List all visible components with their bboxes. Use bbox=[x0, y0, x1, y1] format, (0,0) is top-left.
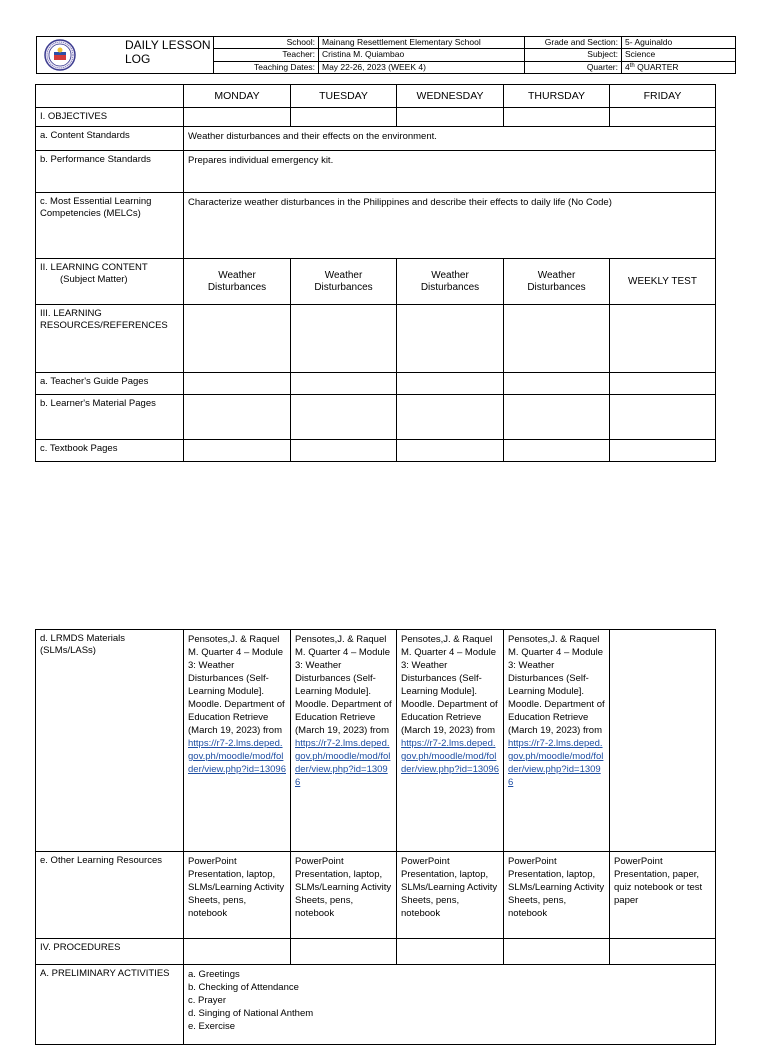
melc-value: Characterize weather disturbances in the Philippines and describe their effects to daily life (No Code) bbox=[184, 193, 716, 259]
lrmds-citation: Pensotes,J. & Raquel M. Quarter 4 – Module 3: Weather Disturbances (Self-Learning Module]. Moodle. Department of Education Retrieve (March 19, 2023) from bbox=[295, 634, 392, 736]
empty-cell bbox=[504, 108, 610, 127]
other-resources-monday: PowerPoint Presentation, laptop, SLMs/Learning Activity Sheets, pens, notebook bbox=[184, 852, 291, 939]
other-resources-tuesday: PowerPoint Presentation, laptop, SLMs/Learning Activity Sheets, pens, notebook bbox=[291, 852, 397, 939]
lesson-log-table-page1 bbox=[35, 84, 716, 462]
empty-cell bbox=[610, 373, 716, 395]
empty-cell bbox=[610, 108, 716, 127]
header-table bbox=[36, 36, 736, 74]
performance-standards-label: b. Performance Standards bbox=[36, 151, 184, 193]
performance-standards-value: Prepares individual emergency kit. bbox=[184, 151, 716, 193]
content-standards-label: a. Content Standards bbox=[36, 127, 184, 151]
empty-cell bbox=[184, 305, 291, 373]
empty-cell bbox=[397, 440, 504, 462]
quarter-label: Quarter: bbox=[525, 61, 622, 73]
other-resources-thursday: PowerPoint Presentation, laptop, SLMs/Learning Activity Sheets, pens, notebook bbox=[504, 852, 610, 939]
resources-heading: III. LEARNING RESOURCES/REFERENCES bbox=[36, 305, 184, 373]
corner-cell bbox=[36, 85, 184, 108]
school-value: Mainang Resettlement Elementary School bbox=[319, 37, 525, 49]
empty-cell bbox=[504, 939, 610, 965]
textbook-pages-label: c. Textbook Pages bbox=[36, 440, 184, 462]
empty-cell bbox=[291, 305, 397, 373]
empty-cell bbox=[504, 395, 610, 440]
teacher-value: Cristina M. Quiambao bbox=[319, 49, 525, 61]
empty-cell bbox=[504, 373, 610, 395]
empty-cell bbox=[291, 939, 397, 965]
list-item: d. Singing of National Anthem bbox=[188, 1008, 314, 1019]
learning-content-heading: II. LEARNING CONTENT bbox=[40, 262, 148, 273]
empty-cell bbox=[291, 108, 397, 127]
empty-cell bbox=[291, 373, 397, 395]
quarter-ordinal: th bbox=[629, 62, 635, 69]
preliminary-activities-label: A. PRELIMINARY ACTIVITIES bbox=[36, 965, 184, 1045]
lrmds-link[interactable]: https://r7-2.lms.deped.gov.ph/moodle/mod/folder/view.php?id=13096 bbox=[401, 738, 499, 775]
empty-cell bbox=[184, 373, 291, 395]
learning-content-tuesday: Weather Disturbances bbox=[291, 259, 397, 305]
teacher-label: Teacher: bbox=[214, 49, 319, 61]
lrmds-link[interactable]: https://r7-2.lms.deped.gov.ph/moodle/mod/folder/view.php?id=13096 bbox=[295, 738, 391, 788]
learners-material-label: b. Learner's Material Pages bbox=[36, 395, 184, 440]
empty-cell bbox=[291, 440, 397, 462]
empty-cell bbox=[397, 939, 504, 965]
learning-content-label bbox=[36, 259, 184, 305]
day-header-monday: MONDAY bbox=[184, 85, 291, 108]
dates-label: Teaching Dates: bbox=[214, 61, 319, 73]
day-header-thursday: THURSDAY bbox=[504, 85, 610, 108]
subject-label: Subject: bbox=[525, 49, 622, 61]
day-header-tuesday: TUESDAY bbox=[291, 85, 397, 108]
empty-cell bbox=[610, 630, 716, 852]
list-item: c. Prayer bbox=[188, 995, 227, 1006]
lrmds-monday bbox=[184, 630, 291, 852]
empty-cell bbox=[610, 305, 716, 373]
preliminary-activities-list bbox=[184, 965, 716, 1045]
empty-cell bbox=[397, 108, 504, 127]
other-resources-wednesday: PowerPoint Presentation, laptop, SLMs/Learning Activity Sheets, pens, notebook bbox=[397, 852, 504, 939]
objectives-heading: I. OBJECTIVES bbox=[36, 108, 184, 127]
other-resources-friday: PowerPoint Presentation, paper, quiz notebook or test paper bbox=[610, 852, 716, 939]
subject-value: Science bbox=[622, 49, 736, 61]
lrmds-link[interactable]: https://r7-2.lms.deped.gov.ph/moodle/mod/folder/view.php?id=13096 bbox=[188, 738, 286, 775]
lrmds-citation: Pensotes,J. & Raquel M. Quarter 4 – Module 3: Weather Disturbances (Self-Learning Module]. Moodle. Department of Education Retrieve (March 19, 2023) from bbox=[188, 634, 285, 736]
grade-label: Grade and Section: bbox=[525, 37, 622, 49]
empty-cell bbox=[184, 108, 291, 127]
empty-cell bbox=[184, 395, 291, 440]
lrmds-label: d. LRMDS Materials (SLMs/LASs) bbox=[36, 630, 184, 852]
learning-content-wednesday: Weather Disturbances bbox=[397, 259, 504, 305]
grade-value: 5- Aguinaldo bbox=[622, 37, 736, 49]
empty-cell bbox=[397, 305, 504, 373]
empty-cell bbox=[610, 939, 716, 965]
learning-content-monday: Weather Disturbances bbox=[184, 259, 291, 305]
day-header-friday: FRIDAY bbox=[610, 85, 716, 108]
logo-cell bbox=[37, 37, 214, 74]
deped-seal-icon bbox=[44, 39, 76, 71]
document-title: DAILY LESSON LOG bbox=[125, 38, 211, 66]
quarter-word: QUARTER bbox=[634, 61, 679, 72]
lrmds-thursday bbox=[504, 630, 610, 852]
day-header-wednesday: WEDNESDAY bbox=[397, 85, 504, 108]
list-item: b. Checking of Attendance bbox=[188, 982, 299, 993]
empty-cell bbox=[504, 305, 610, 373]
procedures-heading: IV. PROCEDURES bbox=[36, 939, 184, 965]
empty-cell bbox=[291, 395, 397, 440]
quarter-value bbox=[622, 61, 736, 73]
empty-cell bbox=[397, 395, 504, 440]
school-label: School: bbox=[214, 37, 319, 49]
content-standards-value: Weather disturbances and their effects on the environment. bbox=[184, 127, 716, 151]
learning-content-thursday: Weather Disturbances bbox=[504, 259, 610, 305]
lrmds-citation: Pensotes,J. & Raquel M. Quarter 4 – Module 3: Weather Disturbances (Self-Learning Module]. Moodle. Department of Education Retrieve (March 19, 2023) from bbox=[508, 634, 605, 736]
dates-value: May 22-26, 2023 (WEEK 4) bbox=[319, 61, 525, 73]
empty-cell bbox=[504, 440, 610, 462]
lrmds-citation: Pensotes,J. & Raquel M. Quarter 4 – Module 3: Weather Disturbances (Self-Learning Module]. Moodle. Department of Education Retrieve (March 19, 2023) from bbox=[401, 634, 498, 736]
melc-label: c. Most Essential Learning Competencies (MELCs) bbox=[36, 193, 184, 259]
learning-content-friday: WEEKLY TEST bbox=[610, 259, 716, 305]
empty-cell bbox=[397, 373, 504, 395]
empty-cell bbox=[184, 939, 291, 965]
other-resources-label: e. Other Learning Resources bbox=[36, 852, 184, 939]
lrmds-tuesday bbox=[291, 630, 397, 852]
empty-cell bbox=[184, 440, 291, 462]
teachers-guide-label: a. Teacher's Guide Pages bbox=[36, 373, 184, 395]
quarter-number: 4 bbox=[625, 61, 630, 72]
list-item: a. Greetings bbox=[188, 969, 240, 980]
lrmds-wednesday bbox=[397, 630, 504, 852]
empty-cell bbox=[610, 395, 716, 440]
empty-cell bbox=[610, 440, 716, 462]
lesson-log-table-page2 bbox=[35, 629, 716, 1045]
list-item: e. Exercise bbox=[188, 1021, 235, 1032]
learning-content-subheading: (Subject Matter) bbox=[60, 274, 128, 285]
lrmds-link[interactable]: https://r7-2.lms.deped.gov.ph/moodle/mod/folder/view.php?id=13096 bbox=[508, 738, 604, 788]
